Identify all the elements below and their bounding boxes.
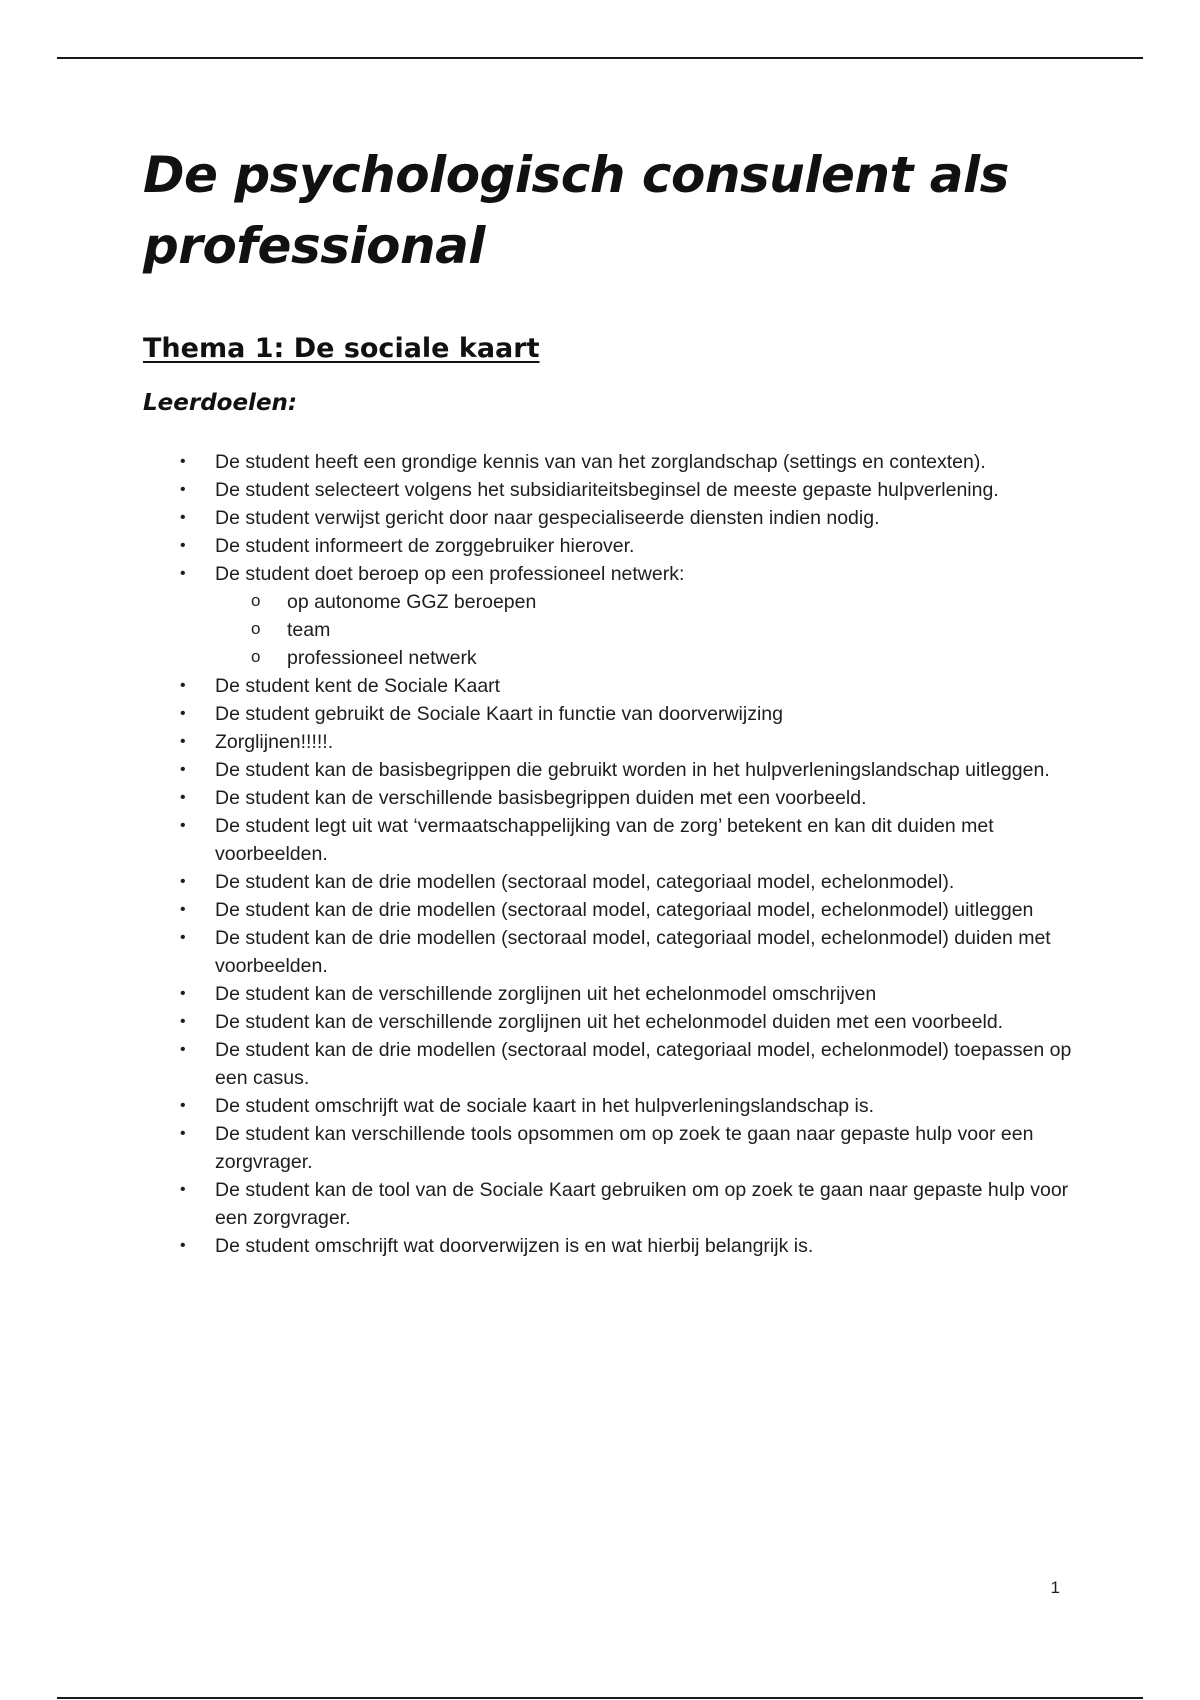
objective-item: [143, 756, 1083, 784]
objective-text: De student omschrijft wat doorverwijzen is en wat hierbij belangrijk is.: [215, 1235, 814, 1257]
page-number: 1: [1050, 1578, 1060, 1597]
objective-text: De student informeert de zorggebruiker hierover.: [215, 535, 635, 557]
objective-subitem: o professioneel netwerk: [215, 644, 1083, 672]
objective-item: [143, 1036, 1083, 1092]
objective-subitem: o team: [215, 616, 1083, 644]
objective-text: De student kan de drie modellen (sectoraal model, categoriaal model, echelonmodel) uitleggen: [215, 899, 1034, 921]
objective-text: De student kan de drie modellen (sectoraal model, categoriaal model, echelonmodel) toepassen op een casus.: [215, 1039, 1072, 1089]
objective-item: [143, 1232, 1083, 1260]
objective-text: Zorglijnen!!!!!.: [215, 731, 334, 753]
objective-text: De student kan de basisbegrippen die gebruikt worden in het hulpverleningslandschap uitleggen.: [215, 759, 1050, 781]
footer-rule: [57, 1697, 1143, 1699]
objective-item: [143, 700, 1083, 728]
objective-text: De student heeft een grondige kennis van van het zorglandschap (settings en contexten).: [215, 451, 986, 473]
header-rule: [57, 57, 1143, 59]
objective-item: [143, 1120, 1083, 1176]
objective-item: [143, 896, 1083, 924]
objective-sublist: [215, 588, 1083, 672]
objective-item: [143, 924, 1083, 980]
objective-text: De student kan de verschillende zorglijnen uit het echelonmodel omschrijven: [215, 983, 877, 1005]
document-body: [143, 140, 1083, 1260]
objective-item: [143, 784, 1083, 812]
objective-item: [143, 1176, 1083, 1232]
objective-item: [143, 504, 1083, 532]
objective-text: De student legt uit wat ‘vermaatschappelijking van de zorg’ betekent en kan dit duiden met voorbeelden.: [215, 815, 994, 865]
objective-item: [143, 672, 1083, 700]
objective-item: [143, 868, 1083, 896]
objective-subitem: o op autonome GGZ beroepen: [215, 588, 1083, 616]
objective-text: De student kan de tool van de Sociale Kaart gebruiken om op zoek te gaan naar gepaste hulp voor een zorgvrager.: [215, 1179, 1069, 1229]
objective-item: [143, 476, 1083, 504]
objective-item: [143, 448, 1083, 476]
objective-item: [143, 812, 1083, 868]
objective-item: [143, 532, 1083, 560]
objective-text: De student kan de verschillende zorglijnen uit het echelonmodel duiden met een voorbeeld.: [215, 1011, 1004, 1033]
section-title: Thema 1: De sociale kaart: [143, 333, 540, 364]
objective-text: De student gebruikt de Sociale Kaart in functie van doorverwijzing: [215, 703, 783, 725]
objective-text: De student kent de Sociale Kaart: [215, 675, 501, 697]
document-title: De psychologisch consulent als professional: [143, 146, 1009, 275]
objectives-list: [143, 448, 1083, 1260]
objective-text: De student kan de drie modellen (sectoraal model, categoriaal model, echelonmodel) duiden met voorbeelden.: [215, 927, 1051, 977]
objective-item: [143, 1008, 1083, 1036]
objective-text: De student kan de drie modellen (sectoraal model, categoriaal model, echelonmodel).: [215, 871, 955, 893]
objective-text: De student doet beroep op een professioneel netwerk:: [215, 563, 685, 585]
objective-text: De student kan verschillende tools opsommen om op zoek te gaan naar gepaste hulp voor een zorgvrager.: [215, 1123, 1034, 1173]
objective-item: [143, 1092, 1083, 1120]
objective-item: [143, 560, 1083, 672]
objective-item: [143, 980, 1083, 1008]
objective-text: De student kan de verschillende basisbegrippen duiden met een voorbeeld.: [215, 787, 867, 809]
objective-text: De student verwijst gericht door naar gespecialiseerde diensten indien nodig.: [215, 507, 880, 529]
objective-text: De student selecteert volgens het subsidiariteitsbeginsel de meeste gepaste hulpverlening.: [215, 479, 999, 501]
objective-item: [143, 728, 1083, 756]
subsection-title: Leerdoelen:: [143, 390, 298, 416]
objective-text: De student omschrijft wat de sociale kaart in het hulpverleningslandschap is.: [215, 1095, 875, 1117]
